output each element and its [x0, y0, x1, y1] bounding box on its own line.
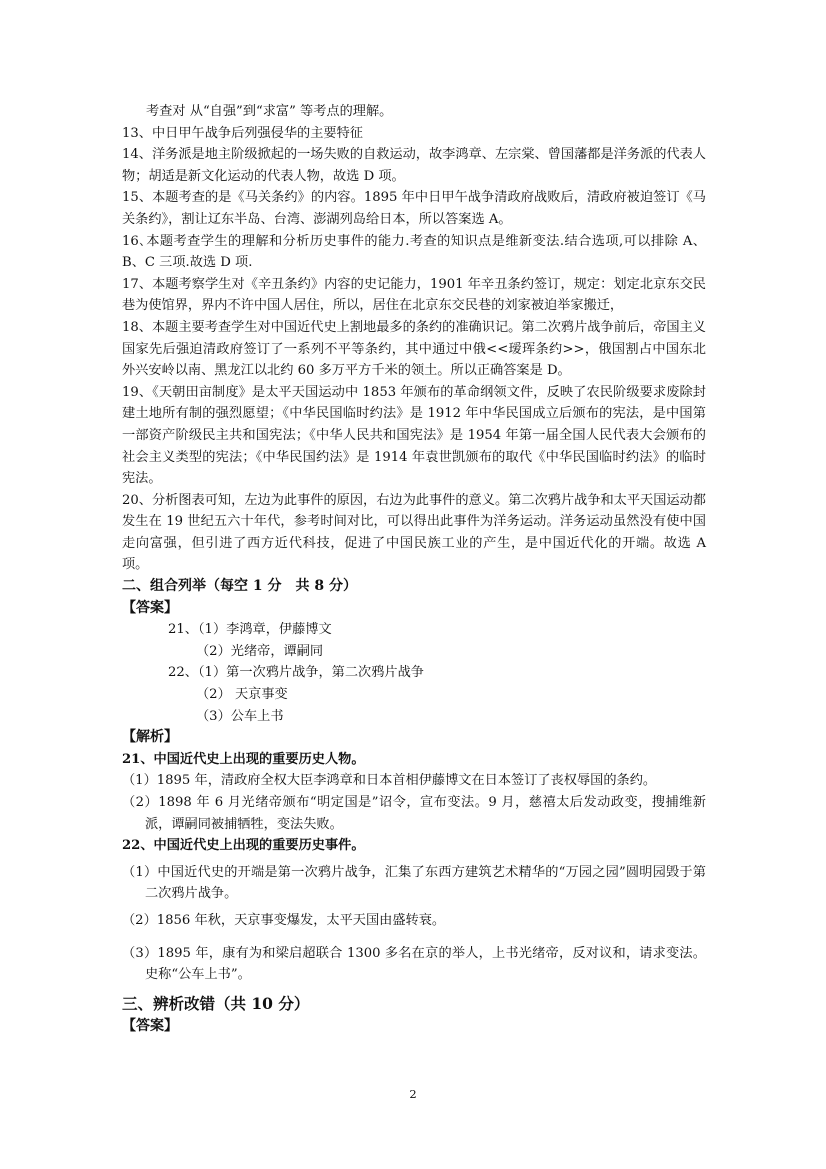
analysis-21-heading: 21、中国近代史上出现的重要历史人物。	[122, 751, 365, 767]
analysis-22-2: （2）1856 年秋，天京事变爆发，太平天国由盛转衰。	[122, 912, 446, 928]
answer-22-3: （3）公车上书	[196, 708, 284, 724]
analysis-22-1: （1）中国近代史的开端是第一次鸦片战争，汇集了东西方建筑艺术精华的“万园之园”圆明园毁于第二次鸦片战争。	[122, 864, 706, 902]
paragraph-l0: 考查对 从“自强”到“求富” 等考点的理解。	[146, 104, 393, 119]
section-2-heading: 二、组合列举（每空 1 分 共 8 分）	[122, 578, 357, 595]
page-content	[122, 101, 706, 1037]
answer-22-2: （2） 天京事变	[196, 687, 288, 703]
section-3-heading: 三、辨析改错（共 10 分）	[122, 993, 310, 1013]
analysis-21-2: （2）1898 年 6 月光绪帝颁布“明定国是”诏令，宣布变法。9 月，慈禧太后发动政变，搜捕维新派，谭嗣同被捕牺牲，变法失败。	[122, 795, 706, 832]
section-2-analysis-label: 【解析】	[122, 729, 178, 746]
answer-20: 20、分析图表可知，左边为此事件的原因，右边为此事件的意义。第二次鸦片战争和太平天国运动都发生在 19 世纪五六十年代，参考时间对比，可以得出此事件为洋务运动。洋务运动虽然没有使中国走向富强，但引进了西方近代科技，促进了中国民族工业的产生，是中国近代化的开端。故选 A 项。	[122, 492, 706, 573]
answer-14: 14、洋务派是地主阶级掀起的一场失败的自救运动，故李鸿章、左宗棠、曾国藩都是洋务派的代表人物；胡适是新文化运动的代表人物，故选 D 项。	[122, 147, 706, 184]
page-number: 2	[409, 1087, 417, 1101]
answer-18: 18、本题主要考查学生对中国近代史上割地最多的条约的准确识记。第二次鸦片战争前后，帝国主义国家先后强迫清政府签订了一系列不平等条约，其中通过中俄<<瑷珲条约>>，俄国割占中国东北外兴安岭以南、黑龙江以北约 60 多万平方千米的领土。所以正确答案是 D。	[122, 319, 706, 379]
answer-21-1: 21、（1）李鸿章，伊藤博文	[168, 622, 332, 638]
answer-16: 16､本题考查学生的理解和分析历史事件的能力.考查的知识点是维新变法.结合选项,可以排除 A、B、C 三项.故选 D 项.	[122, 233, 706, 271]
answer-19: 19、《天朝田亩制度》是太平天国运动中 1853 年颁布的革命纲领文件，反映了农民阶级要求废除封建土地所有制的强烈愿望；《中华民国临时约法》是 1912 年中华民国成立后颁布的宪法，是中国第一部资产阶级民主共和国宪法；《中华人民共和国宪法》是 1954 年第一届全国人民代表大会颁布的社会主义类型的宪法；《中华民国约法》是 1914 年袁世凯颁布的取代《中华民国临时约法》的临时宪法。	[122, 384, 706, 487]
answer-21-2: （2）光绪帝，谭嗣同	[196, 643, 324, 659]
section-2-answer-label: 【答案】	[122, 599, 178, 616]
section-3-answer-label: 【答案】	[122, 1017, 178, 1034]
analysis-22-3: （3）1895 年，康有为和梁启超联合 1300 多名在京的举人，上书光绪帝，反对议和，请求变法。史称“公车上书”。	[122, 945, 706, 983]
answer-15: 15、本题考查的是《马关条约》的内容。1895 年中日甲午战争清政府战败后，清政府被迫签订《马关条约》，割让辽东半岛、台湾、澎湖列岛给日本，所以答案选 A。	[122, 190, 706, 227]
answer-22-1: 22、（1）第一次鸦片战争，第二次鸦片战争	[168, 665, 424, 681]
answer-13: 13、中日甲午战争后列强侵华的主要特征	[122, 125, 363, 141]
analysis-22-heading: 22、中国近代史上出现的重要历史事件。	[122, 838, 365, 854]
analysis-21-1: （1）1895 年，清政府全权大臣李鸿章和日本首相伊藤博文在日本签订了丧权辱国的条约。	[122, 773, 657, 789]
answer-17: 17、本题考察学生对《辛丑条约》内容的史记能力，1901 年辛丑条约签订，规定：划定北京东交民巷为使馆界，界内不许中国人居住，所以，居住在北京东交民巷的刘家被迫举家搬迁，	[122, 276, 706, 314]
